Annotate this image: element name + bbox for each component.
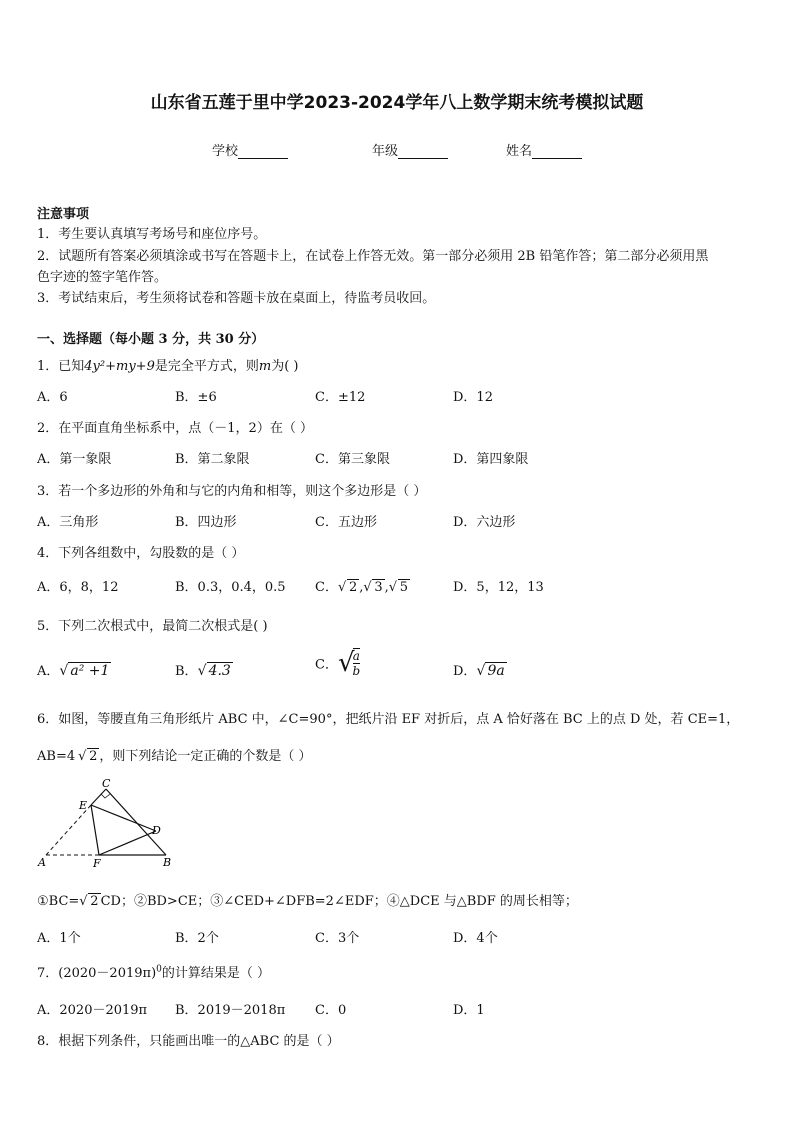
q7-expression: (2020－2019π) (58, 966, 157, 981)
label-f: F (93, 857, 101, 870)
q6-statements: ①BC= √ 2 CD；②BD>CE；③∠CED+∠DFB=2∠EDF；④△DCE 与△BDF 的周长相等； (37, 894, 578, 909)
note-3: 3．考试结束后，考生须将试卷和答题卡放在桌面上，待监考员收回。 (37, 291, 436, 306)
q6-option-b[interactable]: B．2个 (175, 931, 219, 946)
question-8: 8．根据下列条件，只能画出唯一的△ABC 的是（ ） (37, 1034, 340, 1049)
q4-c-radicand-1: 2 (348, 580, 358, 595)
triangle-figure (36, 778, 181, 870)
q2-option-b[interactable]: B．第二象限 (175, 452, 250, 467)
q1-option-a[interactable]: A．6 (37, 390, 68, 405)
q4-option-d[interactable]: D．5，12，13 (453, 580, 544, 595)
q1-option-d[interactable]: D．12 (453, 390, 493, 405)
q5-b-label: B． (175, 664, 198, 679)
q3-option-a[interactable]: A．三角形 (37, 515, 99, 530)
question-6-line-2: AB=4 √ 2 ，则下列结论一定正确的个数是（ ） (37, 749, 312, 764)
question-7 (37, 962, 270, 981)
q5-a-label: A． (37, 664, 60, 679)
q7-prefix: 7． (37, 966, 59, 981)
exam-title: 山东省五莲于里中学2023-2024学年八上数学期末统考模拟试题 (150, 93, 644, 113)
q7-exponent: 0 (156, 964, 162, 975)
question-5: 5．下列二次根式中，最简二次根式是( ) (37, 619, 268, 634)
label-d: D (152, 824, 161, 837)
q3-option-c[interactable]: C．五边形 (315, 515, 377, 530)
right-angle-mark (101, 794, 110, 798)
grade-blank[interactable] (398, 146, 448, 159)
q1-expression: 4y²+my+9 (84, 359, 155, 374)
question-4: 4．下列各组数中，勾股数的是（ ） (37, 546, 245, 561)
section-heading: 一、选择题（每小题 3 分，共 30 分） (37, 332, 265, 347)
segment-ef (91, 805, 99, 855)
school-label: 学校 (212, 144, 239, 159)
q6-line2-post: ，则下列结论一定正确的个数是（ ） (99, 749, 312, 764)
q4-option-c[interactable]: C． √ 2 , √ 3 , √ 5 (315, 580, 409, 595)
grade-label: 年级 (372, 144, 399, 159)
q6-ab-prefix: AB=4 (37, 749, 76, 764)
q5-option-d[interactable]: D． √ 9a (453, 663, 505, 679)
q5-b-radicand: 4.3 (208, 663, 231, 679)
q6-ab-radicand: 2 (89, 749, 98, 764)
segment-cb (106, 789, 166, 855)
q6-stmt-radicand: 2 (90, 894, 99, 909)
q3-option-d[interactable]: D．六边形 (453, 515, 516, 530)
q6-option-a[interactable]: A．1个 (37, 931, 81, 946)
name-blank[interactable] (532, 146, 582, 159)
q4-c-radicand-3: 5 (399, 580, 409, 595)
label-c: C (102, 778, 111, 790)
q5-option-a[interactable]: A． √ a² +1 (37, 663, 110, 679)
q1-var: m (258, 359, 272, 374)
question-3: 3．若一个多边形的外角和与它的内角和相等，则这个多边形是（ ） (37, 484, 427, 499)
q4-option-a[interactable]: A．6，8，12 (37, 580, 119, 595)
name-field (506, 140, 582, 159)
q1-post: 为( ) (271, 359, 299, 374)
notes-heading: 注意事项 (37, 207, 90, 222)
note-2: 2．试题所有答案必须填涂或书写在答题卡上，在试卷上作答无效。第一部分必须用 2B 铅笔作答；第二部分必须用黑 (37, 249, 709, 264)
q4-option-c-label: C． (315, 580, 338, 595)
label-e: E (79, 799, 88, 812)
q7-option-c[interactable]: C．0 (315, 1003, 347, 1018)
q4-option-b[interactable]: B．0.3，0.4，0.5 (175, 580, 286, 595)
note-2-cont: 色字迹的签字笔作答。 (37, 270, 168, 285)
q5-c-numerator: a (352, 649, 360, 663)
school-field (212, 140, 288, 159)
q5-option-c[interactable]: C．√ $\frac{a}{b}$ (315, 648, 361, 678)
grade-field (372, 140, 448, 159)
q5-d-label: D． (453, 664, 477, 679)
q1-option-c[interactable]: C．±12 (315, 390, 366, 405)
q7-option-d[interactable]: D．1 (453, 1003, 485, 1018)
q6-option-d[interactable]: D．4个 (453, 931, 498, 946)
q7-option-a[interactable]: A．2020－2019π (37, 1003, 148, 1018)
q4-c-radicand-2: 3 (374, 580, 383, 595)
note-1: 1．考生要认真填写考场号和座位序号。 (37, 227, 267, 242)
q2-option-d[interactable]: D．第四象限 (453, 452, 529, 467)
q5-a-radicand: a² +1 (70, 663, 110, 679)
q2-option-a[interactable]: A．第一象限 (37, 452, 112, 467)
segment-ae (46, 805, 91, 855)
label-b: B (163, 856, 172, 869)
q3-option-b[interactable]: B．四边形 (175, 515, 237, 530)
label-a: A (38, 856, 46, 869)
q6-stmt-post: CD；②BD>CE；③∠CED+∠DFB=2∠EDF；④△DCE 与△BDF 的周长相等； (100, 894, 578, 909)
question-6-line-1: 6．如图，等腰直角三角形纸片 ABC 中，∠C=90°，把纸片沿 EF 对折后，点 A 恰好落在 BC 上的点 D 处，若 CE=1， (37, 712, 740, 727)
q7-post: 的计算结果是（ ） (161, 966, 271, 981)
question-1 (37, 355, 298, 374)
q5-d-radicand: 9a (487, 663, 505, 679)
q1-prefix: 1．已知 (37, 359, 85, 374)
q5-c-denominator: b (352, 664, 361, 678)
q6-stmt-pre: ①BC= (37, 894, 80, 909)
q1-option-b[interactable]: B．±6 (175, 390, 217, 405)
q6-option-c[interactable]: C．3个 (315, 931, 360, 946)
school-blank[interactable] (238, 146, 288, 159)
q2-option-c[interactable]: C．第三象限 (315, 452, 390, 467)
name-label: 姓名 (506, 144, 533, 159)
q5-c-label: C． (315, 657, 338, 673)
q7-option-b[interactable]: B．2019－2018π (175, 1003, 286, 1018)
q1-mid: 是完全平方式，则 (154, 359, 259, 374)
q5-option-b[interactable]: B． √ 4.3 (175, 663, 231, 679)
question-2: 2．在平面直角坐标系中，点（－1，2）在（ ） (37, 421, 313, 436)
segment-fd (99, 831, 156, 855)
